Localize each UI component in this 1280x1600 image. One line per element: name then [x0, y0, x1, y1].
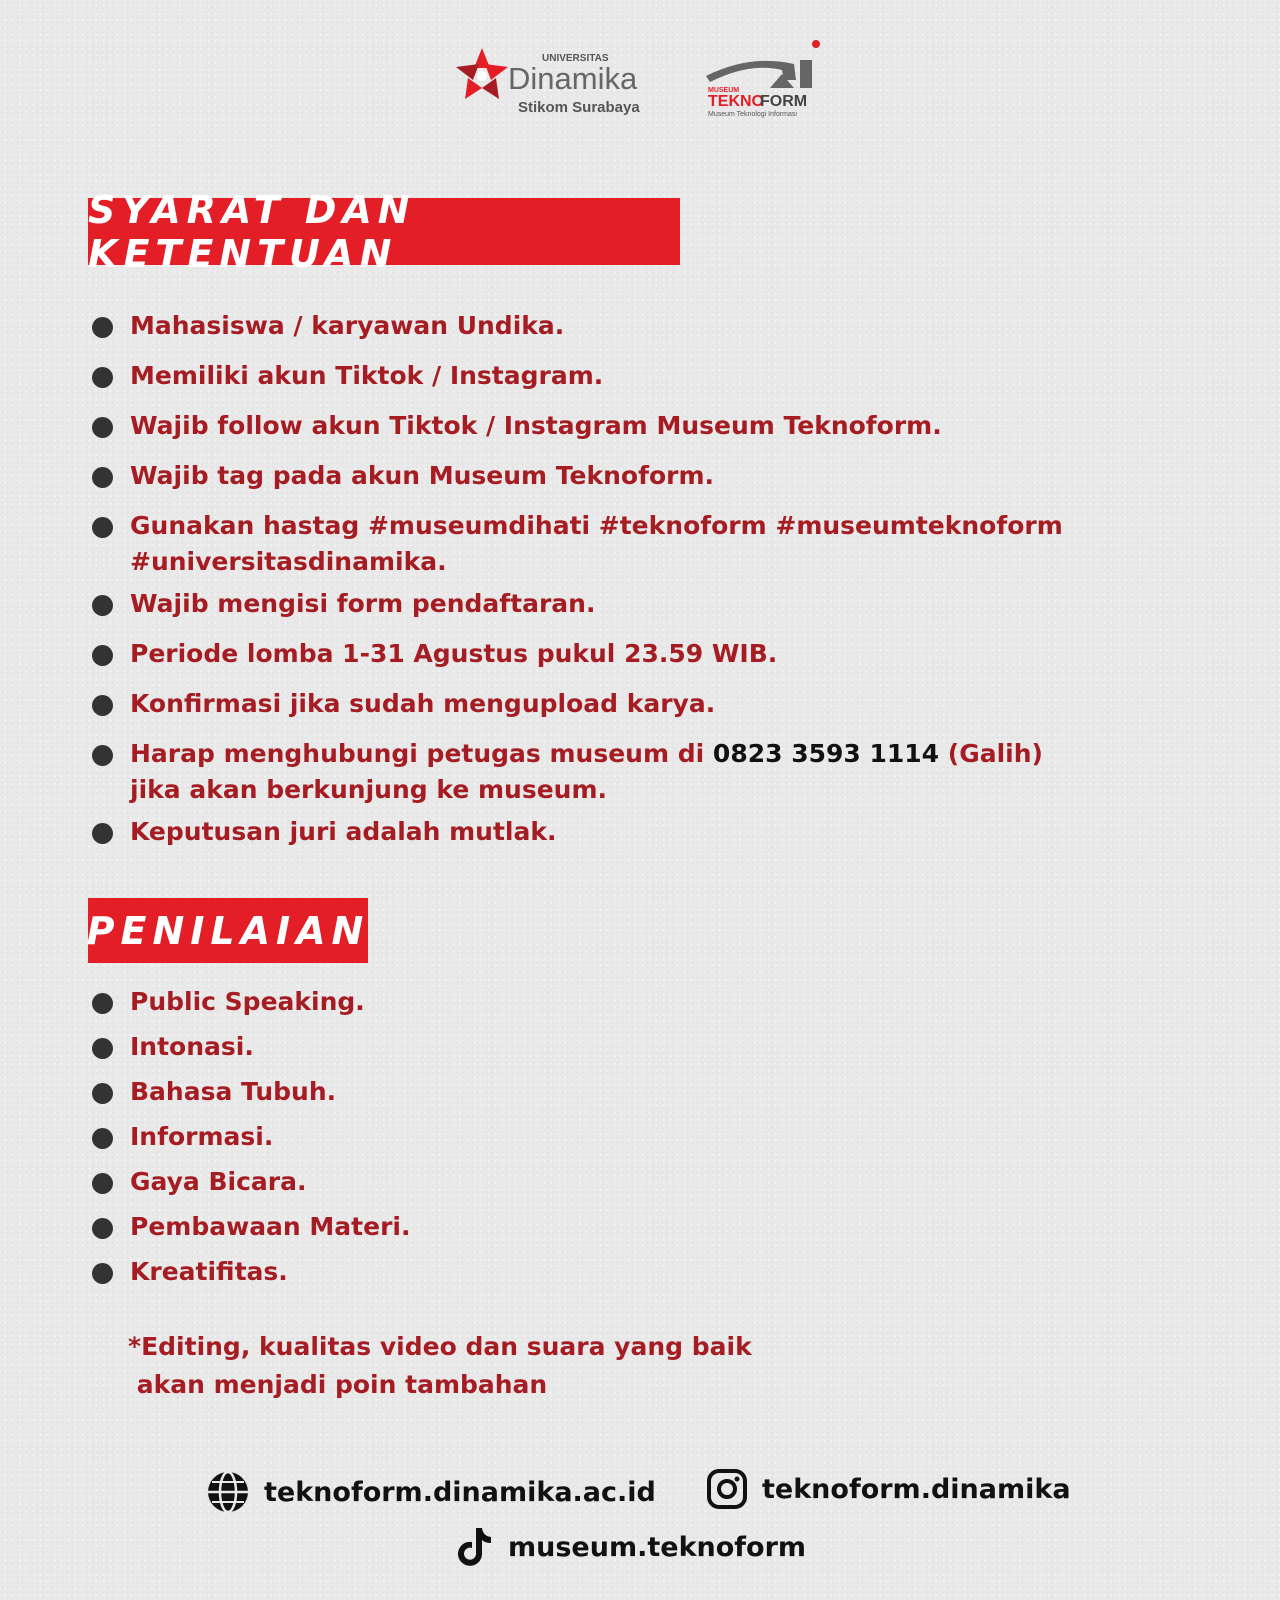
list-item: Kreatifitas. — [92, 1254, 410, 1290]
phone-number: 0823 3593 1114 — [712, 739, 940, 768]
list-item: Wajib tag pada akun Museum Teknoform. — [92, 458, 1192, 494]
tiktok-text: museum.teknoform — [508, 1531, 807, 1563]
list-item: Wajib follow akun Tiktok / Instagram Museum Teknoform. — [92, 408, 1192, 444]
note-line-2: akan menjadi poin tambahan — [128, 1370, 548, 1399]
bonus-note — [128, 1328, 752, 1404]
criteria-heading: PENILAIAN — [88, 898, 368, 963]
teknoform-logo — [700, 36, 840, 126]
dinamika-logo — [450, 42, 680, 122]
list-item: Public Speaking. — [92, 984, 410, 1020]
list-item: Harap menghubungi petugas museum di 0823 3593 1114 (Galih) jika akan berkunjung ke museum. — [92, 736, 1192, 808]
list-item: Intonasi. — [92, 1029, 410, 1065]
list-item: Informasi. — [92, 1119, 410, 1155]
list-item: Periode lomba 1-31 Agustus pukul 23.59 WIB. — [92, 636, 1192, 672]
criteria-list — [92, 984, 410, 1299]
museum-name-red: TEKNO — [708, 93, 764, 110]
logo-sub: Stikom Surabaya — [518, 99, 640, 116]
globe-icon — [206, 1470, 250, 1514]
museum-small-text: MUSEUM — [708, 87, 740, 94]
tiktok-link[interactable] — [458, 1526, 806, 1568]
museum-sub: Museum Teknologi Informasi — [708, 111, 797, 118]
terms-list — [92, 308, 1192, 864]
list-item: Keputusan juri adalah mutlak. — [92, 814, 1192, 850]
note-line-1: *Editing, kualitas video dan suara yang baik — [128, 1332, 752, 1361]
website-text: teknoform.dinamika.ac.id — [264, 1476, 656, 1508]
list-item: Pembawaan Materi. — [92, 1209, 410, 1245]
list-item: Mahasiswa / karyawan Undika. — [92, 308, 1192, 344]
instagram-icon — [706, 1468, 748, 1510]
list-item: Memiliki akun Tiktok / Instagram. — [92, 358, 1192, 394]
museum-name-dark: FORM — [760, 93, 808, 110]
list-item: Gunakan hastag #museumdihati #teknoform #museumteknoform #universitasdinamika. — [92, 508, 1192, 580]
tiktok-icon — [458, 1526, 494, 1568]
list-item: Gaya Bicara. — [92, 1164, 410, 1200]
terms-heading: SYARAT DAN KETENTUAN — [88, 198, 680, 265]
website-link[interactable] — [206, 1470, 656, 1514]
list-item: Konfirmasi jika sudah mengupload karya. — [92, 686, 1192, 722]
instagram-link[interactable] — [706, 1468, 1071, 1510]
logo-name: Dinamika — [508, 61, 638, 96]
logo-small-text: UNIVERSITAS — [542, 53, 609, 64]
logos-header — [0, 36, 1280, 126]
instagram-text: teknoform.dinamika — [762, 1473, 1071, 1505]
list-item: Bahasa Tubuh. — [92, 1074, 410, 1110]
list-item: Wajib mengisi form pendaftaran. — [92, 586, 1192, 622]
